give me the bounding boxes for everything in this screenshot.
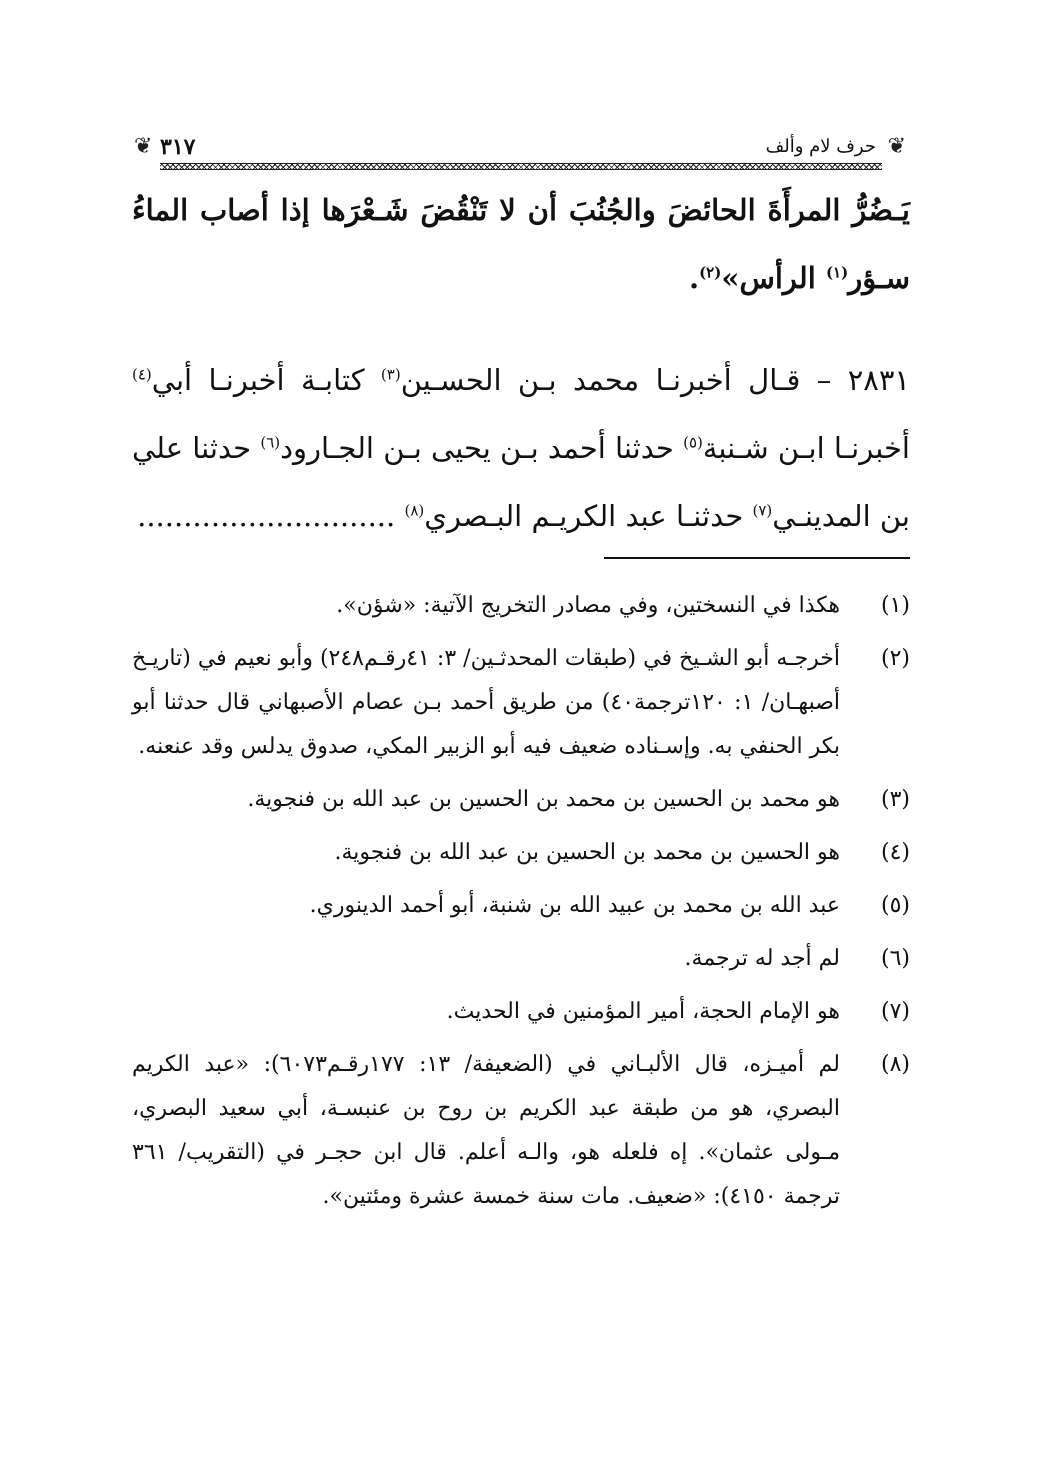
ornament-icon: ❦ [134, 134, 153, 159]
isnad-part: حدثنا علي بن المدينـي [132, 431, 910, 533]
isnad-part: كتابـة أخبرنـا أبي [151, 363, 381, 397]
footnote-text: لم أجد له ترجمة. [684, 946, 840, 971]
footnote-ref[interactable]: (٣) [380, 365, 401, 384]
footnote-ref[interactable]: (٧) [752, 501, 773, 520]
footnote-number: (٥) [880, 893, 910, 918]
footnote-number: (٨) [880, 1052, 910, 1077]
footnote [132, 831, 910, 875]
footnote-ref[interactable]: (٤) [132, 365, 152, 384]
footnote-number: (٦) [880, 946, 910, 971]
isnad-part: ٢٨٣١ – قـال أخبرنـا محمد بـن الحسـين [400, 363, 910, 397]
footnote-number: (٧) [880, 999, 910, 1024]
text-line: يَـضُرُّ المرأَةَ الحائضَ والجُنُبَ أن لا تَنْقُضَ شَـعْرَها إذا أصاب الماءُ سـؤر [132, 193, 910, 295]
footnote-number: (٤) [880, 840, 910, 865]
chapter-title: حرف لام وألف [765, 136, 876, 157]
ornament-icon: ❦ [887, 134, 906, 159]
footnote-text: هو محمد بن الحسين بن محمد بن الحسين بن عبد الله بن فنجوية. [247, 787, 840, 812]
page-number: ٣١٧ [160, 134, 196, 160]
footnote-ref[interactable]: (١) [825, 263, 849, 282]
footnote-text: هو الحسين بن محمد بن الحسين بن عبد الله بن فنجوية. [334, 840, 840, 865]
footnote [132, 778, 910, 822]
footnote-number: (١) [880, 593, 910, 618]
footnote-ref[interactable]: (٢) [699, 263, 722, 282]
isnad-part: أخبرنـا ابـن شـنبة [702, 431, 910, 465]
footnote-number: (٢) [880, 646, 910, 671]
isnad-part: حدثنا أحمد بـن يحيى بـن الجـارود [280, 431, 684, 465]
punctuation: . [688, 261, 700, 295]
footnote-ref[interactable]: (٦) [260, 433, 281, 452]
isnad-part: حدثنـا عبد الكريـم البـصري [424, 499, 753, 533]
footnote-divider [604, 557, 910, 559]
footnote-text: هو الإمام الحجة، أمير المؤمنين في الحديث. [446, 999, 840, 1024]
footnote-ref[interactable]: (٥) [683, 433, 703, 452]
running-header [132, 132, 910, 174]
footnote-text: عبد الله بن محمد بن عبيد الله بن شنبة، أبو أحمد الدينوري. [309, 893, 840, 918]
footnote [132, 1043, 910, 1219]
footnote [132, 884, 910, 928]
footnote [132, 584, 910, 628]
footnote [132, 937, 910, 981]
footnote [132, 990, 910, 1034]
hadith-text-continued [132, 176, 910, 312]
footnote-text: هكذا في النسختين، وفي مصادر التخريج الآتية: «شؤن». [336, 593, 840, 618]
footnote-number: (٣) [880, 787, 910, 812]
main-text [132, 176, 910, 550]
footnote-text: أخرجـه أبو الشـيخ في (طبقات المحدثـين/ ٣: ٤١رقـم٢٤٨) وأبو نعيم في (تاريـخ أصبهـان/ ١: ١٢٠ترجمة٤٠) من طريق أحمد بـن عصام الأصبهاني قال حدثنا أبو بكر الحنفي به. وإسـناده ضعيف فيه أبو الزبير المكي، صدوق يدلس وقد عنعنه. [132, 646, 841, 759]
hadith-2831 [132, 346, 910, 550]
footnote [132, 637, 910, 769]
footnote-text: لم أميـزه، قال الألبـاني في (الضعيفة/ ١٣: ١٧٧رقـم٦٠٧٣): «عبد الكريم البصري، هو من طبقة عبد الكريم بن روح بن عنبسـة، أبي سعيد البصري، مـولى عثمان». إه فلعله هو، والـه أعلم. قال ابن حجـر في (التقريب/ ٣٦١ ترجمة ٤١٥٠): «ضعيف. مات سنة خمسة عشرة ومئتين». [132, 1052, 841, 1209]
continuation-dots: ............................ [137, 499, 405, 533]
text-line: الرأس» [721, 261, 816, 295]
header-rule [160, 163, 882, 170]
footnote-ref[interactable]: (٨) [404, 501, 425, 520]
footnotes [132, 584, 910, 1228]
